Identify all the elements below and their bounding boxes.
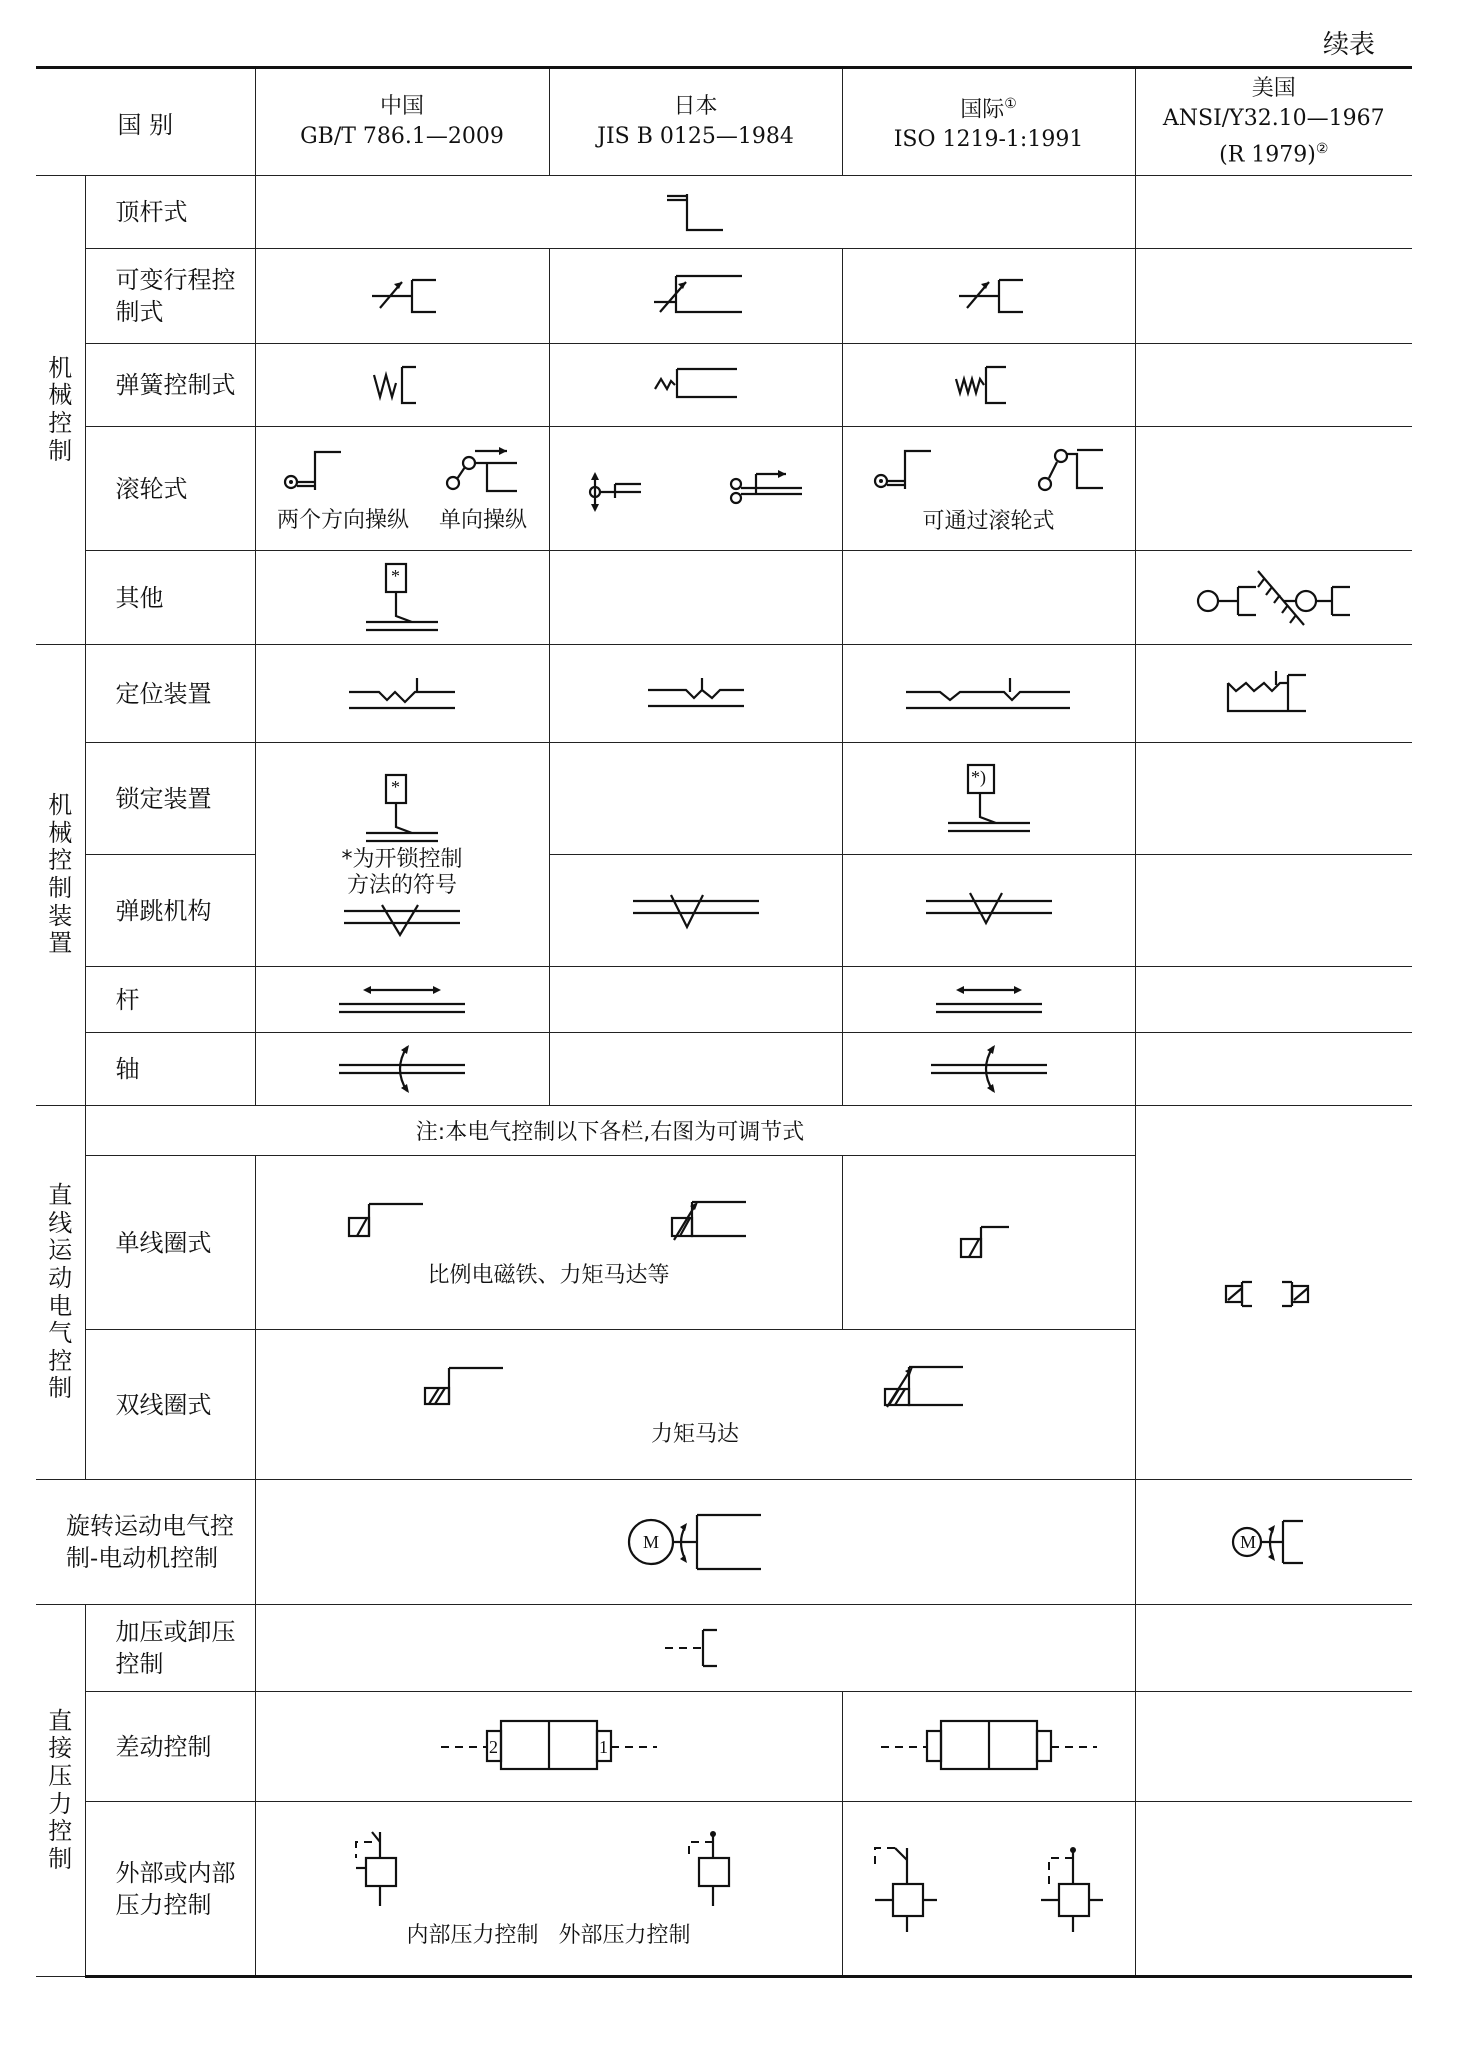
iso-ext-int-pressure (842, 1802, 1135, 1977)
over-center-icon (342, 899, 462, 939)
internal-pressure-icon (352, 1828, 412, 1908)
row-label-single-coil: 单线圈式 (85, 1156, 255, 1330)
caption-one-direction: 单向操纵 (439, 508, 528, 533)
empty-cell (1135, 1605, 1412, 1692)
row-label-plunger: 顶杆式 (85, 176, 255, 249)
star-paren-mark: *) (970, 766, 986, 787)
motor-label: M (643, 1532, 660, 1552)
roller-one-way-icon (726, 464, 806, 514)
us-other (1135, 551, 1412, 645)
caption-lock-note-2: 方法的符号 (347, 872, 458, 898)
empty-cell (1135, 967, 1412, 1033)
empty-cell (1135, 344, 1412, 427)
row-elec-note (36, 1106, 1412, 1156)
double-coil-cell (255, 1330, 1135, 1480)
row-label-spring: 弹簧控制式 (85, 344, 255, 427)
cn-jp-ext-int-pressure (255, 1802, 842, 1977)
cn-roller (255, 427, 549, 551)
us-linear-elec (1135, 1106, 1412, 1480)
row-label-pressure-release: 加压或卸压控制 (85, 1605, 255, 1692)
empty-cell (1135, 1802, 1412, 1977)
empty-cell (1135, 743, 1412, 855)
cn-shaft (255, 1033, 549, 1106)
variable-stroke-icon (949, 274, 1029, 318)
cn-other (255, 551, 549, 645)
iso-variable-stroke (842, 249, 1135, 344)
iso-roller (842, 427, 1135, 551)
caption-internal-pressure: 内部压力控制 (406, 1923, 539, 1948)
us-name: 美国 (1251, 75, 1296, 101)
row-over-center (36, 855, 1412, 967)
row-roller (36, 427, 1412, 551)
plunger-icon (665, 192, 725, 232)
row-shaft (36, 1033, 1412, 1106)
row-label-rotary-elec: 旋转运动电气控制-电动机控制 (36, 1480, 255, 1605)
header-row (36, 68, 1412, 176)
empty-cell (549, 1033, 842, 1106)
group-mech-control (36, 176, 85, 645)
single-coil-icon (347, 1198, 427, 1242)
differential-icon (879, 1717, 1099, 1777)
cn-header (255, 68, 549, 176)
row-label-double-coil: 双线圈式 (85, 1330, 255, 1480)
shaft-icon (337, 1039, 467, 1099)
row-label-shaft: 轴 (85, 1033, 255, 1106)
jp-name: 日本 (673, 94, 718, 119)
us-header (1135, 68, 1412, 176)
cn-lock-and-over-center (255, 743, 549, 967)
row-label-other: 其他 (85, 551, 255, 645)
detent-icon (646, 676, 746, 712)
over-center-icon (631, 889, 761, 933)
rod-icon (337, 982, 467, 1018)
jp-detent (549, 645, 842, 743)
iso-name: 国际 (960, 97, 1005, 123)
detent-icon (904, 674, 1074, 714)
country-label: 国 别 (117, 110, 174, 139)
iso-note: ① (1004, 95, 1017, 112)
other-lock-icon (362, 560, 442, 636)
empty-cell (1135, 176, 1412, 249)
spring-icon (372, 363, 432, 407)
over-center-icon (924, 889, 1054, 933)
plunger-symbol-cell (255, 176, 1135, 249)
motor-control-icon (625, 1497, 765, 1587)
roller-one-way-icon (443, 443, 523, 499)
differential-icon (439, 1717, 659, 1777)
group-linear-elec-label: 直线运动电气控制 (48, 1181, 73, 1403)
external-pressure-icon (685, 1828, 745, 1908)
jp-over-center (549, 855, 842, 967)
row-label-over-center: 弹跳机构 (85, 855, 255, 967)
us-note: ② (1315, 140, 1329, 157)
jp-roller (549, 427, 842, 551)
group-direct-pressure (36, 1605, 85, 1977)
iso-std: ISO 1219-1:1991 (893, 127, 1084, 153)
cn-name: 中国 (380, 94, 425, 119)
group-linear-elec (36, 1106, 85, 1480)
continued-label: 续表 (1322, 30, 1375, 60)
row-spring (36, 344, 1412, 427)
cn-spring (255, 344, 549, 427)
variable-stroke-icon (362, 274, 442, 318)
row-label-lock: 锁定装置 (85, 743, 255, 855)
iso-rod (842, 967, 1135, 1033)
double-coil-icon (423, 1362, 507, 1408)
country-header (36, 68, 255, 176)
pressure-release-cell (255, 1605, 1135, 1692)
us-detent (1135, 645, 1412, 743)
motor-control-icon (1229, 1507, 1319, 1577)
caption-proportional: 比例电磁铁、力矩马达等 (427, 1263, 670, 1288)
row-label-ext-int-pressure: 外部或内部压力控制 (85, 1802, 255, 1977)
single-coil-icon (959, 1225, 1019, 1261)
jp-std: JIS B 0125—1984 (597, 124, 794, 149)
iso-spring (842, 344, 1135, 427)
star-mark: * (391, 776, 401, 797)
jp-variable-stroke (549, 249, 842, 344)
iso-header (842, 68, 1135, 176)
jp-header (549, 68, 842, 176)
roller-two-way-icon (281, 446, 351, 496)
us-std2: (R 1979) (1219, 142, 1316, 168)
group-mech-device (36, 645, 85, 1106)
other-us-icon (1194, 563, 1354, 633)
star-mark: * (391, 565, 401, 586)
internal-pressure-icon (871, 1844, 941, 1934)
caption-lock-note-1: *为开锁控制 (341, 846, 463, 872)
roller-two-way-icon (585, 464, 645, 514)
single-coil-adjustable-icon (670, 1196, 750, 1244)
roller-pass-icon (1037, 442, 1107, 498)
group-mech-device-label: 机械控制装置 (48, 791, 73, 958)
motor-label: M (1239, 1532, 1256, 1552)
row-pressure-release (36, 1605, 1412, 1692)
row-label-detent: 定位装置 (85, 645, 255, 743)
empty-cell (1135, 1033, 1412, 1106)
group-mech-control-label: 机械控制 (48, 353, 73, 465)
iso-differential (842, 1692, 1135, 1802)
caption-external-pressure: 外部压力控制 (558, 1923, 691, 1948)
cn-detent (255, 645, 549, 743)
detent-icon (347, 674, 457, 714)
row-detent (36, 645, 1412, 743)
group-direct-pressure-label: 直接压力控制 (48, 1706, 73, 1873)
cn-rod (255, 967, 549, 1033)
us-rotary-elec (1135, 1480, 1412, 1605)
row-label-differential: 差动控制 (85, 1692, 255, 1802)
lock-icon (944, 761, 1034, 837)
port-1-label: 1 (598, 1736, 608, 1757)
caption-torque-motor: 力矩马达 (651, 1422, 740, 1447)
pressure-release-icon (663, 1626, 727, 1670)
empty-cell (1135, 249, 1412, 344)
iso-over-center (842, 855, 1135, 967)
detent-us-icon (1224, 669, 1324, 719)
lock-icon (362, 771, 442, 847)
empty-cell (1135, 1692, 1412, 1802)
port-2-label: 2 (488, 1736, 498, 1757)
cn-variable-stroke (255, 249, 549, 344)
spring-icon (651, 365, 741, 405)
empty-cell (1135, 427, 1412, 551)
roller-two-way-icon (871, 445, 941, 495)
row-variable-stroke (36, 249, 1412, 344)
cn-jp-single-coil (255, 1156, 842, 1330)
cn-std: GB/T 786.1—2009 (300, 124, 504, 149)
row-ext-int-pressure (36, 1802, 1412, 1977)
iso-single-coil (842, 1156, 1135, 1330)
empty-cell (1135, 855, 1412, 967)
row-label-rod: 杆 (85, 967, 255, 1033)
cn-jp-differential (255, 1692, 842, 1802)
rod-icon (934, 982, 1044, 1018)
row-differential (36, 1692, 1412, 1802)
row-rod (36, 967, 1412, 1033)
caption-two-direction: 两个方向操纵 (277, 508, 410, 533)
us-std: ANSI/Y32.10—1967 (1162, 105, 1385, 131)
external-pressure-icon (1037, 1844, 1107, 1934)
row-other (36, 551, 1412, 645)
double-coil-adjustable-icon (883, 1361, 967, 1409)
empty-cell (842, 551, 1135, 645)
iso-shaft (842, 1033, 1135, 1106)
row-label-roller: 滚轮式 (85, 427, 255, 551)
hydraulic-symbol-table (36, 66, 1412, 1978)
caption-roller-iso: 可通过滚轮式 (922, 509, 1055, 534)
empty-cell (549, 743, 842, 855)
variable-stroke-icon (646, 272, 746, 320)
spring-icon (954, 363, 1024, 407)
iso-detent (842, 645, 1135, 743)
shaft-icon (929, 1039, 1049, 1099)
row-label-variable-stroke: 可变行程控制式 (85, 249, 255, 344)
row-rotary-elec (36, 1480, 1412, 1605)
linear-elec-us-icon (1224, 1278, 1324, 1308)
rotary-elec-cell (255, 1480, 1135, 1605)
empty-cell (549, 551, 842, 645)
empty-cell (549, 967, 842, 1033)
iso-lock (842, 743, 1135, 855)
row-lock (36, 743, 1412, 855)
jp-spring (549, 344, 842, 427)
elec-note: 注:本电气控制以下各栏,右图为可调节式 (85, 1106, 1135, 1156)
row-plunger (36, 176, 1412, 249)
